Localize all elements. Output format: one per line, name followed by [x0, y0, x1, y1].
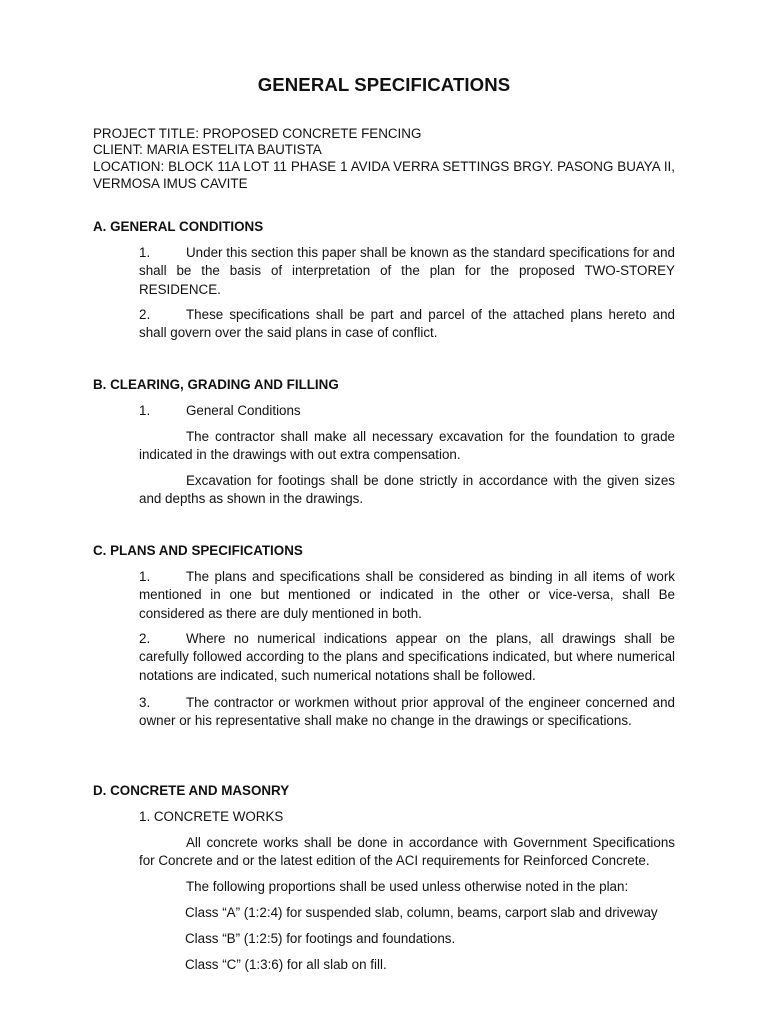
section-b-paragraph-1 — [139, 428, 675, 465]
client-line: CLIENT: MARIA ESTELITA BAUTISTA — [93, 142, 322, 158]
item-text: The plans and specifications shall be considered as binding in all items of work mentioned in one but mentioned or indicated in the other or vice-versa, shall Be considered as there are duly mentioned in both. — [139, 569, 675, 621]
item-number: 3. — [139, 695, 151, 710]
section-c-item-2 — [139, 630, 675, 685]
section-b-subheading — [139, 402, 675, 420]
document-title: GENERAL SPECIFICATIONS — [257, 74, 511, 95]
section-c-heading: C. PLANS AND SPECIFICATIONS — [93, 543, 303, 558]
item-number: 1. — [139, 403, 151, 418]
item-number: 1. — [139, 569, 151, 584]
item-text: Under this section this paper shall be known as the standard specifications for and shall be the basis of interpretation of the plan for the proposed TWO-STOREY RESIDENCE. — [139, 245, 675, 297]
item-text: The contractor or workmen without prior approval of the engineer concerned and owner or his representative shall make no change in the drawings or specifications. — [139, 695, 675, 729]
section-d-proportions-intro — [139, 878, 675, 896]
item-number: 2. — [139, 631, 151, 646]
section-a-item-2 — [139, 306, 675, 343]
project-title-line: PROJECT TITLE: PROPOSED CONCRETE FENCING — [93, 126, 422, 141]
section-b-paragraph-2 — [139, 472, 675, 509]
item-number: 2. — [139, 307, 151, 322]
location-line: LOCATION: BLOCK 11A LOT 11 PHASE 1 AVIDA VERRA SETTINGS BRGY. PASONG BUAYA II, VERMOSA IMUS CAVITE — [93, 158, 675, 191]
section-d-paragraph — [139, 834, 675, 871]
section-c-item-1 — [139, 568, 675, 623]
paragraph-text: The following proportions shall be used unless otherwise noted in the plan: — [186, 879, 629, 894]
paragraph-text: Excavation for footings shall be done strictly in accordance with the given sizes and depths as shown in the drawings. — [139, 473, 675, 507]
item-number: 1. — [139, 245, 151, 260]
section-c-item-3 — [139, 694, 675, 731]
section-d-heading: D. CONCRETE AND MASONRY — [93, 783, 290, 798]
paragraph-text: The contractor shall make all necessary excavation for the foundation to grade indicated in the drawings with out extra compensation. — [139, 429, 675, 463]
project-info — [93, 125, 675, 192]
paragraph-text: All concrete works shall be done in accordance with Government Specifications for Concrete and or the latest edition of the ACI requirements for Reinforced Concrete. — [139, 835, 675, 869]
item-text: These specifications shall be part and parcel of the attached plans hereto and shall govern over the said plans in case of conflict. — [139, 307, 675, 341]
item-text: Where no numerical indications appear on the plans, all drawings shall be carefully followed according to the plans and specifications indicated, but where numerical notations are indicated, such numerical notations shall be followed. — [139, 631, 675, 683]
concrete-class-b: Class “B” (1:2:5) for footings and foundations. — [185, 931, 456, 946]
section-a-heading: A. GENERAL CONDITIONS — [93, 219, 264, 234]
section-d-subheading: 1. CONCRETE WORKS — [139, 809, 284, 824]
concrete-class-a: Class “A” (1:2:4) for suspended slab, column, beams, carport slab and driveway — [185, 905, 658, 920]
subheading-text: General Conditions — [186, 403, 301, 418]
concrete-class-c: Class “C” (1:3:6) for all slab on fill. — [185, 957, 387, 972]
section-b-heading: B. CLEARING, GRADING AND FILLING — [93, 377, 339, 392]
section-a-item-1 — [139, 244, 675, 299]
